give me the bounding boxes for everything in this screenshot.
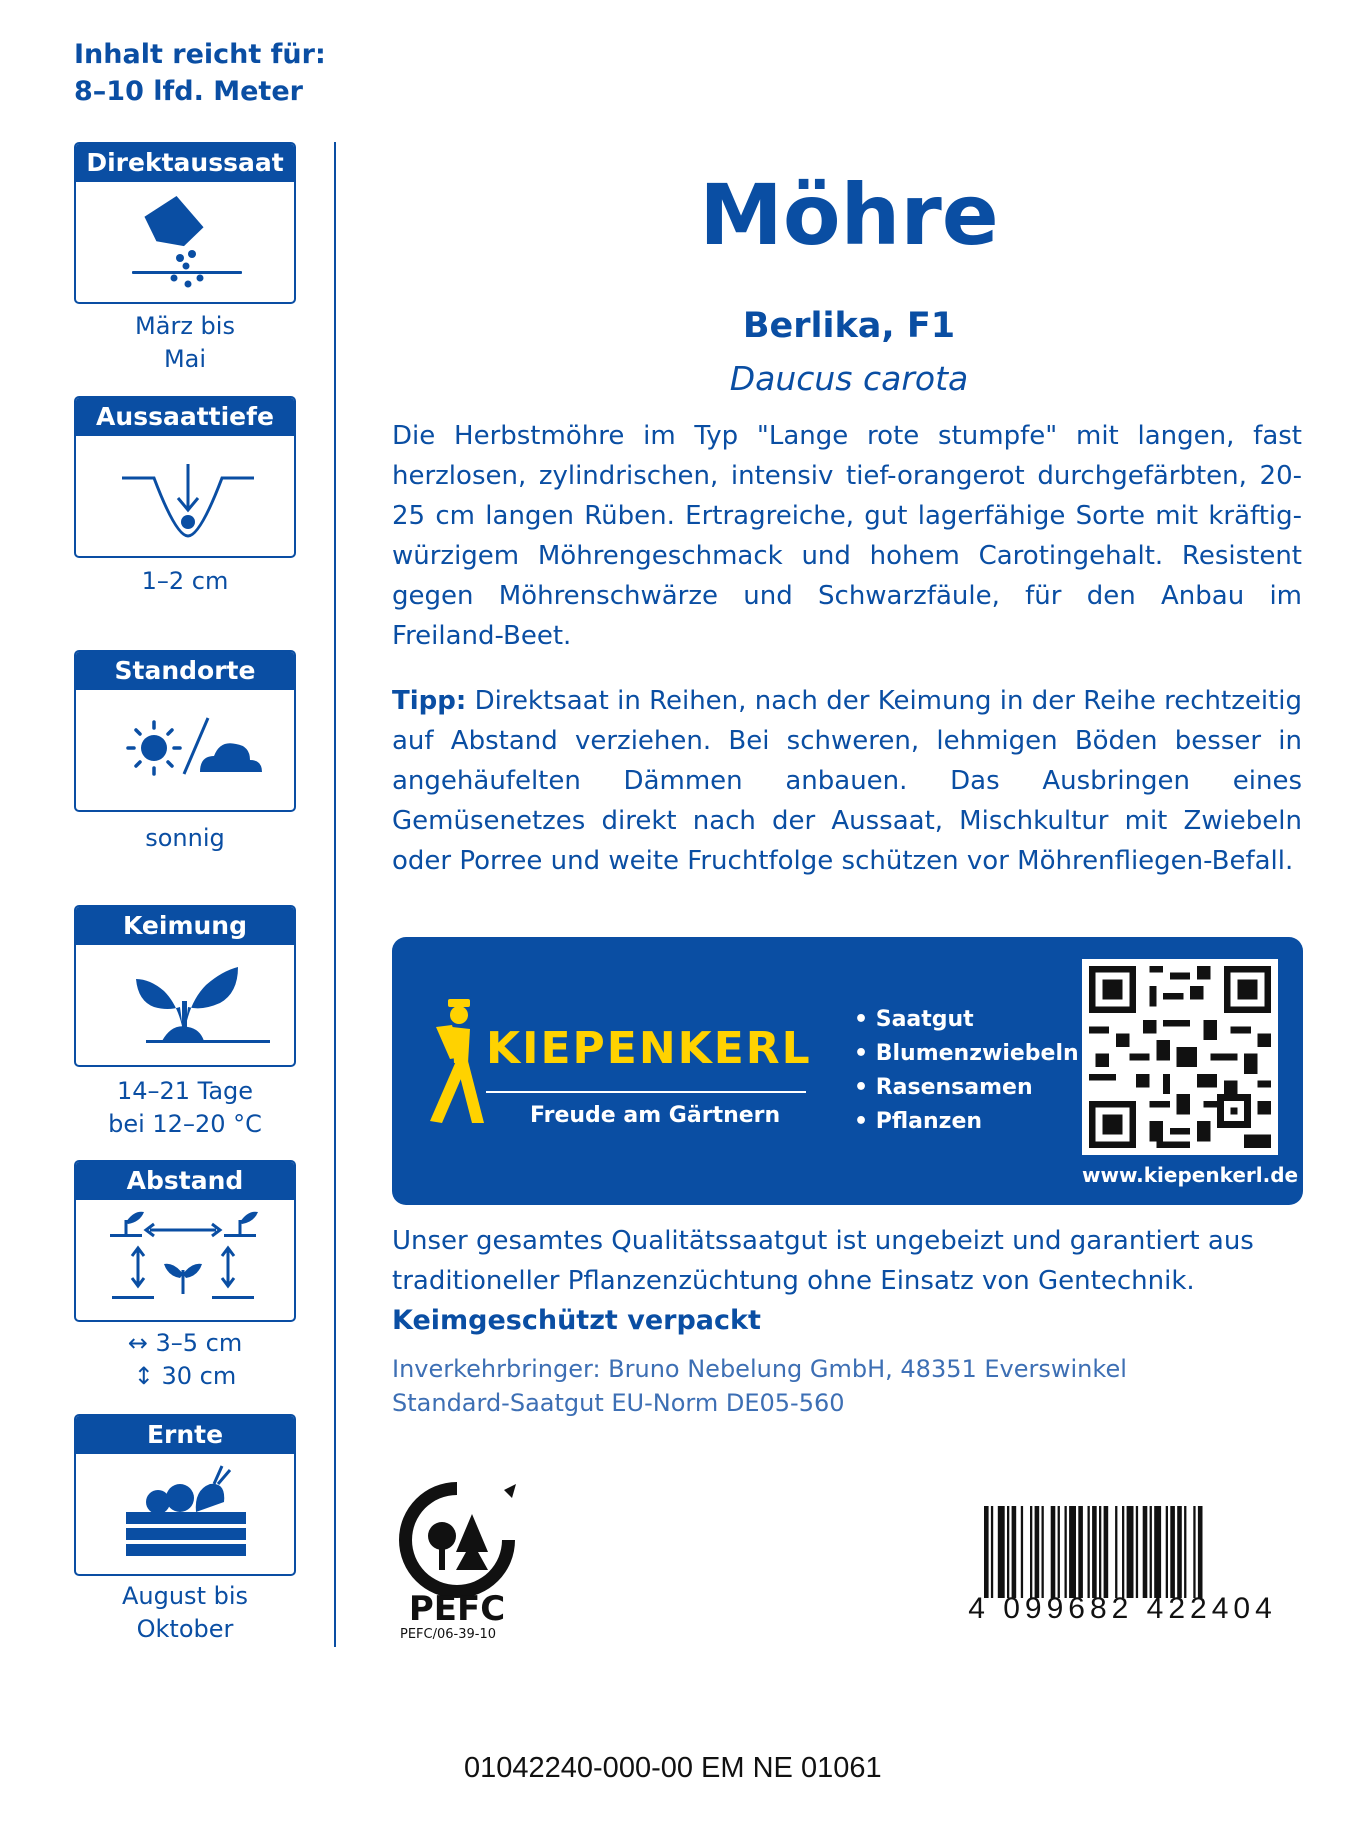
product-variety: Berlika, F1: [742, 306, 956, 346]
caption-line: Mai: [163, 345, 207, 373]
card-title: Keimung: [76, 907, 294, 945]
pefc-label: PEFC: [408, 1589, 506, 1628]
card-caption-keimung: [74, 1075, 296, 1141]
tip-label: Tipp:: [392, 686, 467, 716]
content-info-line2: 8–10 lfd. Meter: [74, 76, 303, 107]
barcode-bar: [998, 1506, 1005, 1598]
caption-line: März bis: [135, 312, 235, 340]
barcode-bar: [1069, 1506, 1076, 1598]
growing-tip: [392, 681, 1302, 881]
caption-line: ↕ 30 cm: [133, 1362, 237, 1390]
sowing-icon: [76, 182, 296, 302]
barcode-bar: [1177, 1506, 1182, 1598]
caption-line: sonnig: [145, 824, 225, 852]
content-info: [74, 36, 326, 110]
card-title: Aussaattiefe: [76, 398, 294, 436]
barcode-bar: [1030, 1506, 1032, 1598]
list-item: • Blumenzwiebeln: [854, 1041, 1079, 1066]
column-divider: [334, 142, 336, 1647]
sun-cloud-icon: [76, 690, 296, 810]
barcode-bar: [1035, 1506, 1040, 1598]
card-title: Direktaussaat: [76, 144, 294, 182]
card-standorte: [74, 650, 296, 812]
card-caption-ernte: [74, 1580, 296, 1646]
card-keimung: [74, 905, 296, 1067]
barcode-bar: [1193, 1506, 1195, 1598]
barcode-bar: [1136, 1506, 1138, 1598]
barcode-icon: [984, 1506, 1284, 1598]
barcode-bar: [1150, 1506, 1152, 1598]
qr-code-icon[interactable]: [1082, 959, 1278, 1155]
barcode-bar: [1198, 1506, 1203, 1598]
card-direktaussaat: [74, 142, 296, 304]
barcode-bar: [1127, 1506, 1134, 1598]
card-ernte: [74, 1414, 296, 1576]
barcode-bar: [1122, 1506, 1124, 1598]
packing-note: Keimgeschützt verpackt: [392, 1305, 761, 1336]
barcode-bar: [1143, 1506, 1148, 1598]
barcode-bar: [1092, 1506, 1097, 1598]
caption-line: 1–2 cm: [141, 567, 229, 595]
barcode-bar: [1104, 1506, 1109, 1598]
website-link[interactable]: www.kiepenkerl.de: [1082, 1163, 1299, 1187]
harvest-crate-icon: [76, 1454, 296, 1574]
tip-text: Direktsaat in Reihen, nach der Keimung in der Reihe rechtzeitig auf Abstand verziehen. Bei schweren, lehmigen Böden besser in angehäufelten Dämmen anbauen. Das Ausbringen eines Gemüsenetzes direkt nach der Aussaat, Mischkultur mit Zwiebeln oder Porree und weite Fruchtfolge schützen vor Möhrenfliegen-Befall.: [392, 686, 1302, 876]
card-aussaattiefe: [74, 396, 296, 558]
barcode-bar: [1012, 1506, 1017, 1598]
barcode-number: 4 099682 422404: [968, 1592, 1277, 1625]
card-title: Standorte: [76, 652, 294, 690]
list-item: • Rasensamen: [854, 1075, 1033, 1100]
caption-line: Oktober: [136, 1615, 234, 1643]
caption-line: August bis: [121, 1582, 249, 1610]
barcode-bar: [984, 1506, 989, 1598]
list-item: • Pflanzen: [854, 1109, 983, 1134]
seed-standard-line: Standard-Saatgut EU-Norm DE05-560: [392, 1389, 845, 1417]
caption-line: bei 12–20 °C: [108, 1110, 262, 1138]
distributor-line: Inverkehrbringer: Bruno Nebelung GmbH, 48351 Everswinkel: [392, 1355, 1127, 1383]
quality-statement: Unser gesamtes Qualitätssaatgut ist ungebeizt und garantiert aus traditioneller Pflanzenzüchtung ohne Einsatz von Gentechnik.: [392, 1226, 1254, 1296]
card-caption-aussaattiefe: [74, 565, 296, 598]
product-title: Möhre: [699, 166, 999, 264]
product-description: Die Herbstmöhre im Typ "Lange rote stumpfe" mit langen, fast herzlosen, zylindrischen, intensiv tief-orangerot durchgefärbten, 20-25 cm langen Rüben. Ertragreiche, gut lagerfähige Sorte mit kräftig-würzigem Möhrengeschmack und hohem Carotingehalt. Resistent gegen Möhrenschwärze und Schwarzfäule, für den Anbau im Freiland-Beet.: [392, 421, 1302, 651]
barcode-bar: [1088, 1506, 1090, 1598]
hiker-logo-icon: [422, 997, 492, 1127]
product-latin-name: Daucus carota: [729, 359, 969, 398]
barcode-bar: [1058, 1506, 1060, 1598]
pefc-code: PEFC/06-39-10: [400, 1627, 496, 1642]
card-caption-direktaussaat: [74, 310, 296, 376]
card-caption-abstand: [74, 1327, 296, 1393]
card-title: Ernte: [76, 1416, 294, 1454]
product-range-list: [854, 1003, 1079, 1139]
sowing-depth-icon: [76, 436, 296, 556]
seedling-icon: [76, 945, 296, 1065]
barcode-bar: [1170, 1506, 1175, 1598]
content-info-line1: Inhalt reicht für:: [74, 39, 326, 70]
barcode-bar: [1042, 1506, 1044, 1598]
brand-name: KIEPENKERL: [486, 1023, 812, 1074]
print-code: 01042240-000-00 EM NE 01061: [464, 1752, 882, 1784]
list-item: • Saatgut: [854, 1007, 974, 1032]
barcode-bar: [1051, 1506, 1056, 1598]
barcode-bar: [1065, 1506, 1067, 1598]
card-abstand: [74, 1160, 296, 1322]
caption-line: ↔ 3–5 cm: [127, 1329, 243, 1357]
card-title: Abstand: [76, 1162, 294, 1200]
barcode-bar: [1166, 1506, 1168, 1598]
barcode-bar: [1184, 1506, 1186, 1598]
brand-slogan: Freude am Gärtnern: [530, 1103, 781, 1128]
spacing-icon: [76, 1200, 296, 1320]
pefc-logo-icon: [392, 1478, 522, 1628]
barcode-bar: [1078, 1506, 1083, 1598]
barcode-bar: [1115, 1506, 1117, 1598]
barcode-bar: [1099, 1506, 1101, 1598]
brand-banner: [392, 937, 1303, 1205]
legal-info: [392, 1352, 1127, 1420]
barcode-bar: [1021, 1506, 1023, 1598]
barcode-bar: [991, 1506, 993, 1598]
card-caption-standorte: [74, 822, 296, 855]
barcode-bar: [1007, 1506, 1009, 1598]
brand-underline: [486, 1091, 806, 1093]
barcode-bar: [1154, 1506, 1161, 1598]
caption-line: 14–21 Tage: [116, 1077, 254, 1105]
